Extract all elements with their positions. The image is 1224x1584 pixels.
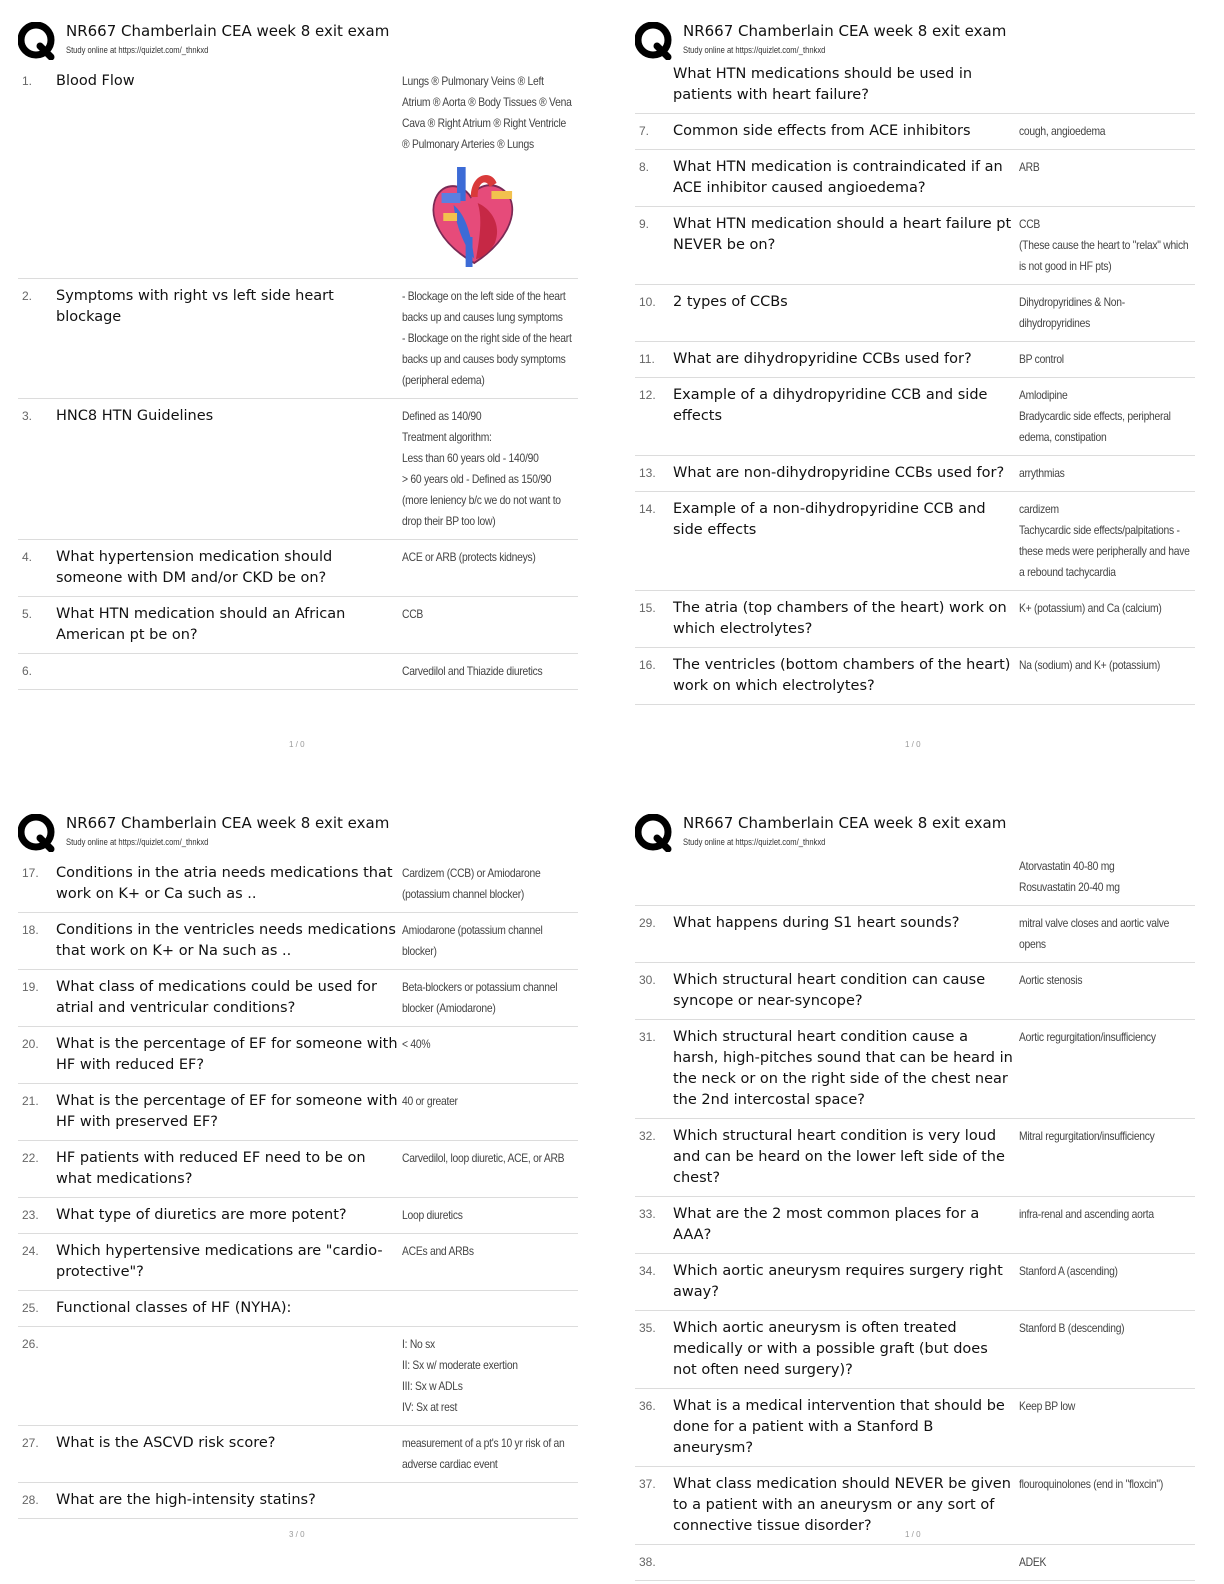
flashcard-row <box>635 285 1195 342</box>
card-answer-text: CCB <box>402 607 424 621</box>
flashcard-row <box>635 1311 1195 1389</box>
card-answer <box>402 547 574 589</box>
card-answer-text: Amlodipine Bradycardic side effects, peripheral edema, constipation <box>1019 388 1171 444</box>
card-number: 15. <box>639 601 656 615</box>
card-answer <box>1019 385 1191 448</box>
card-number: 7. <box>639 124 650 138</box>
card-answer-text: ACEs and ARBs <box>402 1244 474 1258</box>
card-question: What happens during S1 heart sounds? <box>673 915 960 931</box>
quizlet-logo-icon <box>635 814 673 852</box>
page-number: 1 / 0 <box>289 740 305 749</box>
card-answer-text: Amiodarone (potassium channel blocker) <box>402 923 543 958</box>
card-question: Symptoms with right vs left side heart blockage <box>56 288 334 325</box>
card-number: 32. <box>639 1129 656 1143</box>
heart-diagram-icon <box>423 163 526 271</box>
page-header <box>18 812 578 856</box>
quizlet-logo-icon <box>18 814 56 852</box>
card-question: Functional classes of HF (NYHA): <box>56 1300 292 1316</box>
card-answer-text: Cardizem (CCB) or Amiodarone (potassium channel blocker) <box>402 866 541 901</box>
page-panel-2 <box>635 20 1195 705</box>
document-title: NR667 Chamberlain CEA week 8 exit exam <box>66 22 390 40</box>
flashcard-row <box>18 1234 578 1291</box>
card-answer-text: Dihydropyridines & Non-dihydropyridines <box>1019 295 1125 330</box>
flashcard-row <box>18 1327 578 1426</box>
card-answer-text: Stanford A (ascending) <box>1019 1264 1118 1278</box>
card-question: What are dihydropyridine CCBs used for? <box>673 351 972 367</box>
page-number: 3 / 0 <box>289 1530 305 1539</box>
flashcard-row <box>18 1027 578 1084</box>
flashcard-row <box>18 1426 578 1483</box>
flashcard-row <box>635 1254 1195 1311</box>
card-number: 22. <box>22 1151 39 1165</box>
study-link[interactable]: Study online at https://quizlet.com/_thnkxd <box>683 45 826 56</box>
card-number: 37. <box>639 1477 656 1491</box>
card-question: HF patients with reduced EF need to be on what medications? <box>56 1150 366 1187</box>
flashcard-row <box>635 963 1195 1020</box>
card-answer-text: I: No sx II: Sx w/ moderate exertion III: Sx w ADLs IV: Sx at rest <box>402 1337 518 1414</box>
document-title: NR667 Chamberlain CEA week 8 exit exam <box>66 814 390 832</box>
continued-card <box>635 64 1195 114</box>
card-question: Which structural heart condition is very loud and can be heard on the lower left side of the chest? <box>673 1128 1005 1186</box>
flashcard-row <box>18 597 578 654</box>
card-question: Which aortic aneurysm is often treated medically or with a possible graft (but does not often need surgery)? <box>673 1320 988 1378</box>
card-number: 6. <box>22 664 33 678</box>
card-number: 18. <box>22 923 39 937</box>
card-answer <box>1019 292 1191 334</box>
card-answer <box>1019 1027 1191 1111</box>
study-link[interactable]: Study online at https://quizlet.com/_thnkxd <box>683 837 826 848</box>
card-answer <box>1019 463 1191 484</box>
card-answer-text: arrythmias <box>1019 466 1065 480</box>
card-number: 19. <box>22 980 39 994</box>
card-question <box>56 661 402 682</box>
card-question: What is the percentage of EF for someone with HF with reduced EF? <box>56 1036 398 1073</box>
card-answer <box>402 1490 574 1511</box>
card-question: 2 types of CCBs <box>673 294 788 310</box>
card-answer-text: ADEK <box>1019 1555 1047 1569</box>
page-panel-1 <box>18 20 578 690</box>
card-answer-text: Stanford B (descending) <box>1019 1321 1125 1335</box>
card-number: 11. <box>639 352 655 366</box>
flashcard-row <box>635 648 1195 705</box>
card-number: 26. <box>22 1337 39 1351</box>
card-answer <box>402 1091 574 1133</box>
quizlet-logo-icon <box>635 22 673 60</box>
card-answer <box>1019 655 1191 697</box>
card-answer-text: Beta-blockers or potassium channel blocker (Amiodarone) <box>402 980 558 1015</box>
card-answer <box>402 71 574 271</box>
document-title: NR667 Chamberlain CEA week 8 exit exam <box>683 22 1007 40</box>
card-question: What type of diuretics are more potent? <box>56 1207 347 1223</box>
page-header <box>635 20 1195 64</box>
flashcard-row <box>18 279 578 399</box>
flashcard-row <box>635 1197 1195 1254</box>
card-answer-text: 40 or greater <box>402 1094 458 1108</box>
card-answer-text: Na (sodium) and K+ (potassium) <box>1019 658 1161 672</box>
card-number: 38. <box>639 1555 656 1569</box>
card-question: What HTN medication is contraindicated if an ACE inhibitor caused angioedema? <box>673 159 1003 196</box>
page-panel-4 <box>635 812 1195 1581</box>
flashcard-row <box>18 856 578 913</box>
card-answer-text: Aortic regurgitation/insufficiency <box>1019 1030 1156 1044</box>
card-number: 1. <box>22 74 33 88</box>
card-answer-text: cough, angioedema <box>1019 124 1106 138</box>
flashcard-row <box>18 540 578 597</box>
card-number: 30. <box>639 973 656 987</box>
card-answer <box>402 406 574 532</box>
flashcard-row <box>635 150 1195 207</box>
study-link[interactable]: Study online at https://quizlet.com/_thnkxd <box>66 837 209 848</box>
card-number: 34. <box>639 1264 656 1278</box>
card-answer <box>402 1148 574 1190</box>
flashcard-row <box>18 399 578 540</box>
card-question: Blood Flow <box>56 73 135 89</box>
card-answer-text: Carvedilol and Thiazide diuretics <box>402 664 543 678</box>
page-panel-3 <box>18 812 578 1519</box>
card-question: HNC8 HTN Guidelines <box>56 408 214 424</box>
card-number: 2. <box>22 289 33 303</box>
card-question <box>673 856 1019 898</box>
card-number: 33. <box>639 1207 656 1221</box>
card-number: 23. <box>22 1208 39 1222</box>
flashcard-row <box>18 1291 578 1327</box>
card-answer <box>1019 1474 1191 1537</box>
flashcard-row <box>635 492 1195 591</box>
card-number: 20. <box>22 1037 39 1051</box>
card-answer-text: Keep BP low <box>1019 1399 1076 1413</box>
card-answer <box>402 1298 574 1319</box>
flashcard-row <box>635 378 1195 456</box>
card-answer <box>1019 499 1191 583</box>
card-answer-text: cardizem Tachycardic side effects/palpitations - these meds were peripherally and have a rebound tachycardia <box>1019 502 1190 579</box>
card-number: 3. <box>22 409 33 423</box>
card-answer <box>1019 157 1191 199</box>
card-number: 24. <box>22 1244 39 1258</box>
card-question: What are the high-intensity statins? <box>56 1492 316 1508</box>
card-answer <box>1019 121 1191 142</box>
card-answer-text: infra-renal and ascending aorta <box>1019 1207 1154 1221</box>
flashcard-row <box>18 970 578 1027</box>
card-answer <box>1019 1204 1191 1246</box>
card-answer-text: < 40% <box>402 1037 431 1051</box>
flashcard-row <box>18 913 578 970</box>
card-answer <box>402 977 574 1019</box>
card-answer <box>1019 1318 1191 1381</box>
flashcard-row <box>18 1141 578 1198</box>
card-number: 25. <box>22 1301 39 1315</box>
card-answer <box>1019 1261 1191 1303</box>
card-answer <box>402 604 574 646</box>
card-answer <box>1019 970 1191 1012</box>
card-answer <box>402 863 574 905</box>
card-number: 35. <box>639 1321 656 1335</box>
card-answer-text: flouroquinolones (end in "floxcin") <box>1019 1477 1164 1491</box>
card-answer <box>402 1034 574 1076</box>
card-number: 21. <box>22 1094 39 1108</box>
card-question: Which structural heart condition can cause syncope or near-syncope? <box>673 972 986 1009</box>
card-number: 8. <box>639 160 650 174</box>
study-link[interactable]: Study online at https://quizlet.com/_thnkxd <box>66 45 209 56</box>
card-answer-text: Aortic stenosis <box>1019 973 1083 987</box>
flashcard-row <box>635 1119 1195 1197</box>
card-answer <box>402 661 574 682</box>
card-question: What are non-dihydropyridine CCBs used for? <box>673 465 1005 481</box>
document-title: NR667 Chamberlain CEA week 8 exit exam <box>683 814 1007 832</box>
card-question: What class medication should NEVER be given to a patient with an aneurysm or any sort of connective tissue disorder? <box>673 1476 1011 1534</box>
card-question: Which aortic aneurysm requires surgery right away? <box>673 1263 1003 1300</box>
card-answer-text: Defined as 140/90 Treatment algorithm: Less than 60 years old - 140/90 > 60 years old - Defined as 150/90 (more leniency b/c we do not want to drop their BP too low) <box>402 409 561 528</box>
card-answer <box>1019 349 1191 370</box>
card-answer-text: mitral valve closes and aortic valve opens <box>1019 916 1170 951</box>
page-number: 1 / 0 <box>905 1530 921 1539</box>
card-number: 28. <box>22 1493 39 1507</box>
card-question: What hypertension medication should someone with DM and/or CKD be on? <box>56 549 333 586</box>
card-answer <box>1019 598 1191 640</box>
card-question: Conditions in the atria needs medications that work on K+ or Ca such as .. <box>56 865 393 902</box>
card-question: What is a medical intervention that should be done for a patient with a Stanford B aneurysm? <box>673 1398 1005 1456</box>
card-answer-text: BP control <box>1019 352 1064 366</box>
card-question: What are the 2 most common places for a AAA? <box>673 1206 980 1243</box>
quizlet-logo-icon <box>18 22 56 60</box>
flashcard-row <box>635 114 1195 150</box>
card-answer <box>1019 1126 1191 1189</box>
card-number: 12. <box>639 388 656 402</box>
card-answer <box>402 920 574 962</box>
card-question <box>56 1334 402 1418</box>
card-number: 14. <box>639 502 656 516</box>
flashcard-row <box>635 1389 1195 1467</box>
card-question <box>673 1552 1019 1573</box>
card-number: 31. <box>639 1030 656 1044</box>
flashcard-row <box>635 342 1195 378</box>
card-answer <box>402 1205 574 1226</box>
card-number: 29. <box>639 916 656 930</box>
flashcard-row <box>635 207 1195 285</box>
card-question: Example of a non-dihydropyridine CCB and side effects <box>673 501 986 538</box>
card-question: Common side effects from ACE inhibitors <box>673 123 971 139</box>
card-question: What HTN medication should a heart failure pt NEVER be on? <box>673 216 1012 253</box>
flashcard-row <box>635 591 1195 648</box>
card-number <box>635 856 673 898</box>
card-number <box>635 64 673 106</box>
flashcard-row <box>18 654 578 690</box>
card-answer <box>402 1433 574 1475</box>
card-answer-text: ACE or ARB (protects kidneys) <box>402 550 536 564</box>
card-answer-text: Carvedilol, loop diuretic, ACE, or ARB <box>402 1151 565 1165</box>
card-number: 5. <box>22 607 33 621</box>
card-answer-text: Loop diuretics <box>402 1208 463 1222</box>
card-question: Which hypertensive medications are "cardio-protective"? <box>56 1243 383 1280</box>
card-answer <box>1019 1552 1191 1573</box>
card-question: What is the percentage of EF for someone with HF with preserved EF? <box>56 1093 398 1130</box>
card-answer: Atorvastatin 40-80 mg Rosuvastatin 20-40 mg <box>1019 859 1120 894</box>
card-number: 9. <box>639 217 650 231</box>
card-number: 13. <box>639 466 656 480</box>
card-answer <box>1019 64 1191 106</box>
card-question: The ventricles (bottom chambers of the heart) work on which electrolytes? <box>673 657 1011 694</box>
card-answer-text: K+ (potassium) and Ca (calcium) <box>1019 601 1162 615</box>
card-answer <box>1019 214 1191 277</box>
flashcard-row <box>635 456 1195 492</box>
card-number: 36. <box>639 1399 656 1413</box>
flashcard-row <box>18 1084 578 1141</box>
card-question: The atria (top chambers of the heart) work on which electrolytes? <box>673 600 1007 637</box>
card-question: What is the ASCVD risk score? <box>56 1435 276 1451</box>
continued-card <box>635 856 1195 906</box>
page-number: 1 / 0 <box>905 740 921 749</box>
card-answer <box>402 286 574 391</box>
card-question: Example of a dihydropyridine CCB and side effects <box>673 387 988 424</box>
page-header <box>18 20 578 64</box>
card-number: 27. <box>22 1436 39 1450</box>
card-answer <box>402 1241 574 1283</box>
card-answer-text: CCB (These cause the heart to "relax" which is not good in HF pts) <box>1019 217 1189 273</box>
card-answer-text: - Blockage on the left side of the heart backs up and causes lung symptoms - Blockage on the right side of the heart backs up and causes body symptoms (peripheral edema) <box>402 289 572 387</box>
card-answer-text: ARB <box>1019 160 1040 174</box>
flashcard-row <box>635 906 1195 963</box>
card-number: 4. <box>22 550 33 564</box>
card-number: 10. <box>639 295 656 309</box>
card-answer <box>1019 1396 1191 1459</box>
card-question: Conditions in the ventricles needs medications that work on K+ or Na such as .. <box>56 922 396 959</box>
flashcard-row <box>635 1545 1195 1581</box>
card-question: Which structural heart condition cause a harsh, high-pitches sound that can be heard in the neck or on the right side of the chest near the 2nd intercostal space? <box>673 1029 1013 1108</box>
flashcard-row <box>18 64 578 279</box>
card-answer <box>402 1334 574 1418</box>
card-number: 17. <box>22 866 39 880</box>
card-answer-text: measurement of a pt's 10 yr risk of an adverse cardiac event <box>402 1436 565 1471</box>
card-question: What class of medications could be used for atrial and ventricular conditions? <box>56 979 377 1016</box>
card-answer-text: Lungs ® Pulmonary Veins ® Left Atrium ® Aorta ® Body Tissues ® Vena Cava ® Right Atrium ® Right Ventricle ® Pulmonary Arteries ® Lungs <box>402 74 572 151</box>
card-question: What HTN medications should be used in patients with heart failure? <box>673 66 973 103</box>
card-question: What HTN medication should an African American pt be on? <box>56 606 346 643</box>
flashcard-row <box>18 1198 578 1234</box>
flashcard-row <box>18 1483 578 1519</box>
card-answer-text: Mitral regurgitation/insufficiency <box>1019 1129 1155 1143</box>
flashcard-row <box>635 1020 1195 1119</box>
card-answer <box>1019 913 1191 955</box>
page-header <box>635 812 1195 856</box>
card-number: 16. <box>639 658 656 672</box>
